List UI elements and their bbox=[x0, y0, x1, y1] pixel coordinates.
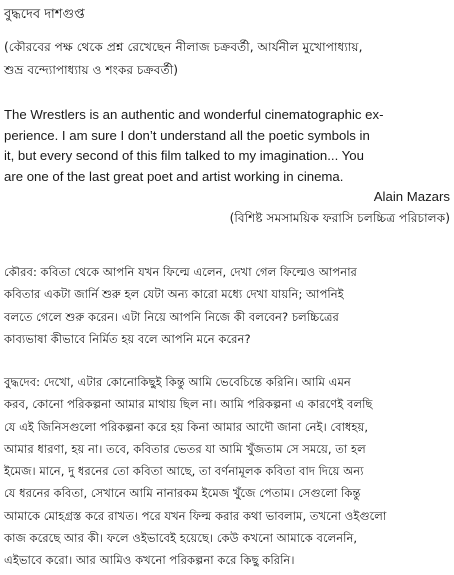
answer-line: কাজ করেছে আর কী। ফলে ওইভাবেই হয়েছে। কেউ কখনো আমাকে বলেননি, bbox=[4, 531, 358, 546]
answer-line: যে ধরনের কবিতা, সেখানে আমি নানারকম ইমেজ খুঁজে পেতাম। সেগুলো কিন্তু bbox=[4, 486, 361, 501]
page-title: বুদ্ধদেব দাশগুপ্ত bbox=[4, 7, 85, 22]
answer-line: করব, কোনো পরিকল্পনা আমার মাথায় ছিল না। আমি পরিকল্পনা এ কারণেই বলছি bbox=[4, 397, 373, 412]
answer-line: বুদ্ধদেব: দেখো, এটার কোনোকিছুই কিন্তু আমি ভেবেচিন্তে করিনি। আমি এমন bbox=[4, 375, 351, 389]
answer-line: ইমেজ। মানে, দু ধরনের তো কবিতা আছে, তা বর্ণনামূলক কবিতা বাদ দিয়ে অন্য bbox=[4, 464, 364, 479]
interview-question bbox=[4, 261, 450, 350]
question-line: বলতে গেলে শুরু করেন। এটা নিয়ে আপনি নিজে কী বলবেন? চলচ্চিত্রের bbox=[4, 309, 339, 324]
answer-line: আমাকে মোহগ্রস্ত করে রাখত। পরে যখন ফিল্ম করার কথা ভাবলাম, তখনো ওইগুলো bbox=[4, 508, 387, 523]
quote-author: Alain Mazars bbox=[373, 189, 450, 204]
quote-line: The Wrestlers is an authentic and wonderful cinematographic ex- bbox=[4, 107, 384, 122]
quote-line: perience. I am sure I don’t understand all the poetic symbols in bbox=[4, 127, 370, 143]
answer-line: যে এই জিনিসগুলো পরিকল্পনা করে হয় কিনা আমার আদৌ জানা নেই। বোধহয়, bbox=[4, 419, 369, 434]
question-line: কৌরব: কবিতা থেকে আপনি যখন ফিল্মে এলেন, দেখা গেল ফিল্মেও আপনার bbox=[4, 265, 357, 279]
quote-line: it, but every second of this film talked to my imagination... You bbox=[4, 148, 364, 163]
question-line: কবিতার একটা জার্নি শুরু হল যেটা অন্য কারো মধ্যে দেখা যায়নি; আপনিই bbox=[4, 287, 344, 302]
quote-line: are one of the last great poet and artist working in cinema. bbox=[4, 168, 344, 184]
credits-line: (কৌরবের পক্ষ থেকে প্রশ্ন রেখেছেন নীলাজ চক্রবর্তী, আর্যনীল মুখোপাধ্যায়, bbox=[4, 40, 363, 54]
quote-author-affiliation: (বিশিষ্ট সমসাময়িক ফরাসি চলচ্চিত্র পরিচালক) bbox=[229, 210, 450, 225]
interview-credits bbox=[4, 36, 448, 82]
testimonial-quote bbox=[4, 105, 450, 228]
credits-line: শুভ্র বন্দ্যোপাধ্যায় ও শংকর চক্রবর্তী) bbox=[4, 63, 178, 77]
answer-line: এইভাবে করো। আর আমিও কখনো পরিকল্পনা করে কিছু করিনি। bbox=[4, 553, 295, 568]
answer-line: আমার ধারণা, হয় না। তবে, কবিতার ভেতর যা আমি খুঁজতাম সে সময়ে, তা হল bbox=[4, 441, 366, 456]
question-line: কাব্যভাষা কীভাবে নির্মিত হয় বলে আপনি মনে করেন? bbox=[4, 331, 251, 346]
interview-answer bbox=[4, 371, 450, 572]
